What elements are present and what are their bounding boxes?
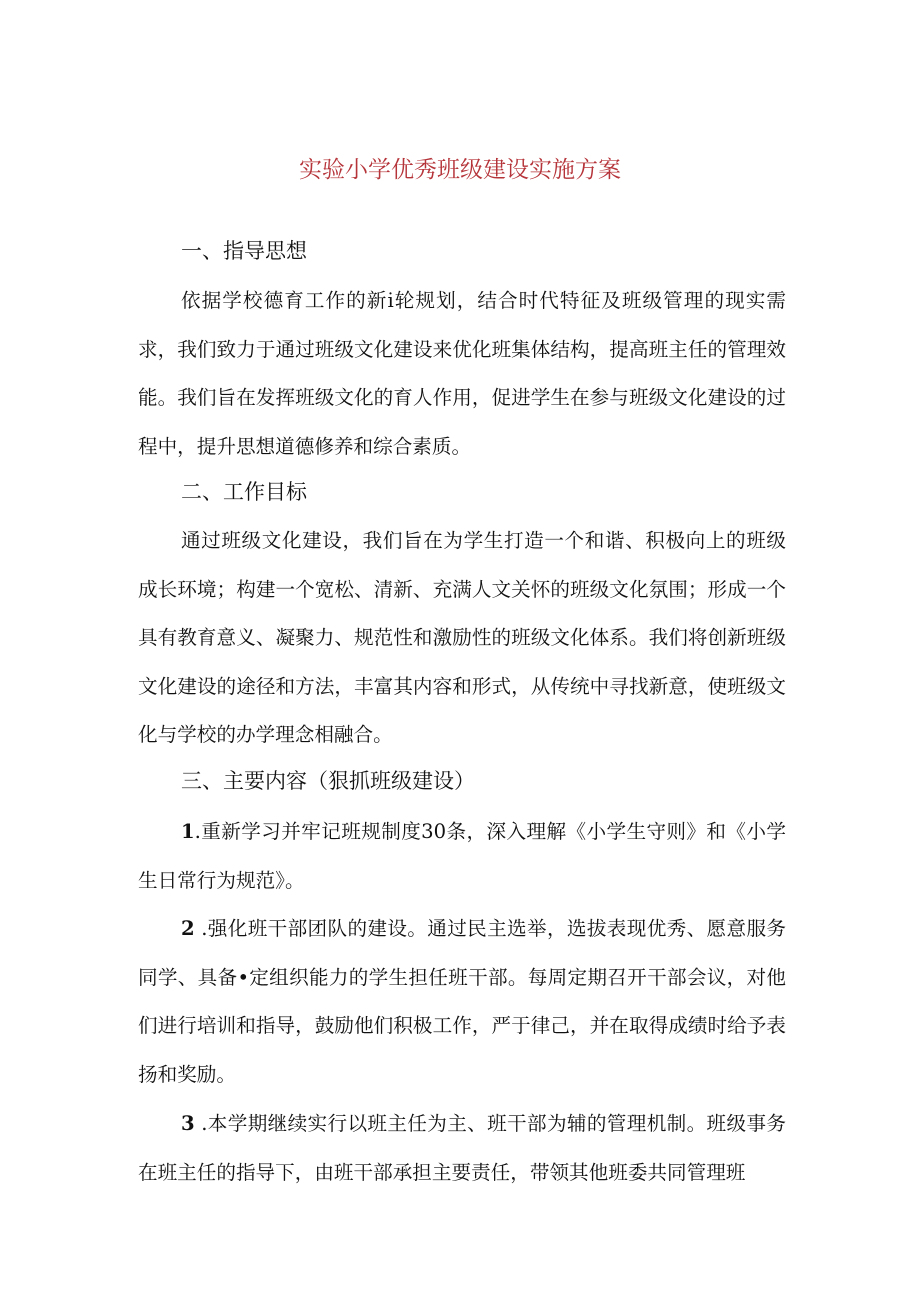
item-text: .本学期继续实行以班主任为主、班干部为辅的管理机制。班级事务在班主任的指导下，由班干部承担主要责任，带领其他班委共同管理班: [138, 1112, 786, 1184]
section-heading-work-goals: 二、工作目标: [181, 480, 307, 504]
document-title: 实验小学优秀班级建设实施方案: [299, 157, 621, 183]
section-heading-main-content: 三、主要内容（狠抓班级建设）: [181, 769, 475, 793]
item-text: .强化班干部团队的建设。通过民主选举，选拔表现优秀、愿意服务同学、具备•定组织能力的学生担任班干部。每周定期召开干部会议，对他们进行培训和指导，鼓励他们积极工作，严于律己，并在取得成绩时给予表扬和奖励。: [138, 917, 786, 1086]
item-text: .重新学习并牢记班规制度30条，深入理解《小学生守则》和《小学生日常行为规范》。: [138, 820, 786, 892]
item-number: 3: [181, 1112, 195, 1135]
list-item-1: [138, 808, 786, 905]
list-item-3: [138, 1100, 786, 1197]
section-heading-guiding-ideology: 一、指导思想: [181, 239, 307, 263]
item-number: 1: [181, 820, 195, 843]
list-item-2: [138, 905, 786, 1099]
paragraph-guiding-ideology: 依据学校德育工作的新i轮规划，结合时代特征及班级管理的现实需求，我们致力于通过班级文化建设来优化班集体结构，提高班主任的管理效能。我们旨在发挥班级文化的育人作用，促进学生在参与班级文化建设的过程中，提升思想道德修养和综合素质。: [138, 289, 786, 458]
item-number: 2: [181, 917, 195, 940]
paragraph-work-goals: 通过班级文化建设，我们旨在为学生打造一个和谐、积极向上的班级成长环境；构建一个宽松、清新、充满人文关怀的班级文化氛围；形成一个具有教育意义、凝聚力、规范性和激励性的班级文化体系。我们将创新班级文化建设的途径和方法，丰富其内容和形式，从传统中寻找新意，使班级文化与学校的办学理念相融合。: [138, 529, 786, 747]
